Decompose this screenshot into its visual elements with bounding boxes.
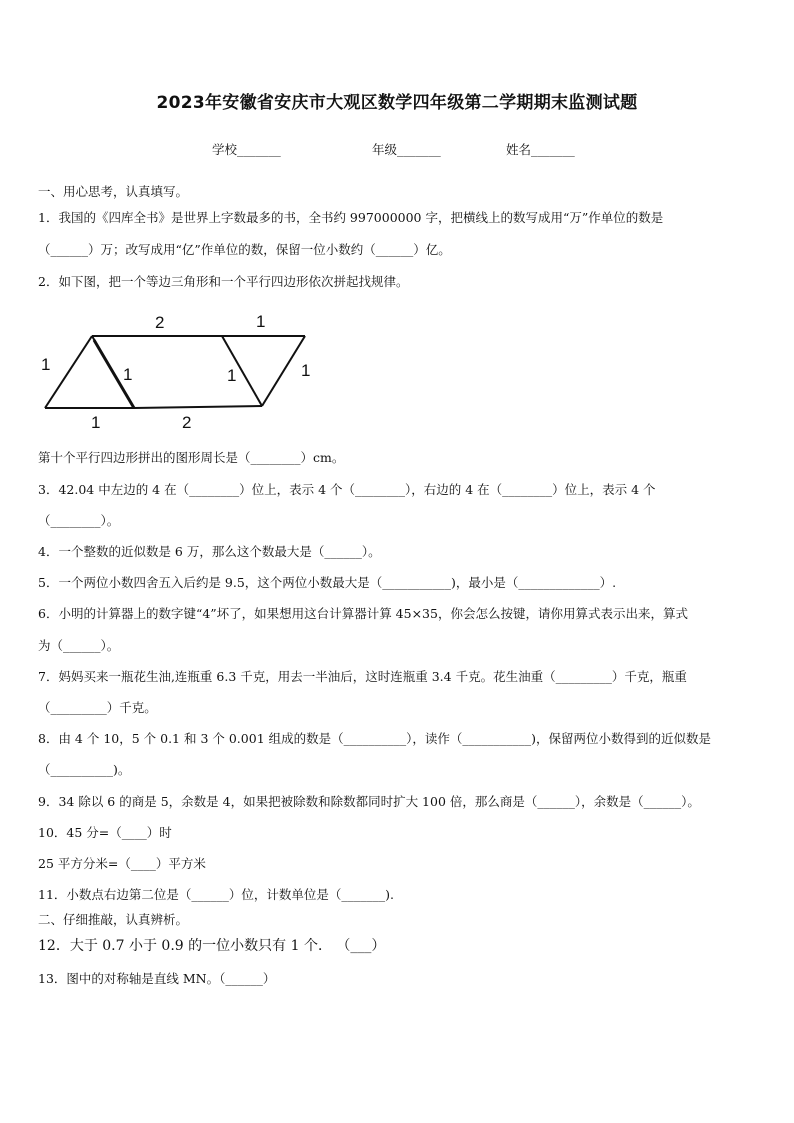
question-4: 4．一个整数的近似数是 6 万，那么这个数最大是（______）。	[38, 544, 381, 559]
page-title: 2023年安徽省安庆市大观区数学四年级第二学期期末监测试题	[156, 93, 638, 113]
figure-label-bottom-left: 1	[91, 413, 101, 432]
question-13: 13．图中的对称轴是直线 MN。（______）	[38, 971, 276, 986]
grade-field: 年级_______	[372, 142, 441, 157]
question-9: 9．34 除以 6 的商是 5，余数是 4，如果把被除数和除数都同时扩大 100 倍，那么商是（______），余数是（______）。	[38, 794, 700, 809]
question-6-line-1: 6．小明的计算器上的数字键“4”坏了，如果想用这台计算器计算 45×35，你会怎么按键，请你用算式表示出来，算式	[38, 606, 688, 621]
figure-label-middle-left: 1	[123, 365, 133, 384]
question-7-line-1: 7．妈妈买来一瓶花生油,连瓶重 6.3 千克，用去一半油后，这时连瓶重 3.4 千克。花生油重（_________）千克，瓶重	[38, 669, 687, 684]
question-5: 5．一个两位小数四舍五入后约是 9.5，这个两位小数最大是（___________)，最小是（_____________）.	[38, 575, 617, 590]
figure-label-left: 1	[41, 355, 51, 374]
name-field: 姓名_______	[506, 142, 575, 157]
question-3-line-2: （________）。	[38, 513, 120, 528]
question-8-line-1: 8．由 4 个 10，5 个 0.1 和 3 个 0.001 组成的数是（__________），读作（___________)，保留两位小数得到的近似数是	[38, 731, 711, 746]
school-field: 学校_______	[212, 142, 281, 157]
figure-label-middle-right: 1	[227, 366, 237, 385]
question-11: 11．小数点右边第二位是（______）位，计数单位是（_______).	[38, 887, 395, 902]
question-10-line-1: 10．45 分=（____）时	[38, 825, 172, 840]
section-2-heading: 二、仔细推敲，认真辨析。	[38, 912, 189, 927]
question-2-line-2: 第十个平行四边形拼出的图形周长是（________）cm。	[38, 450, 345, 465]
figure-label-bottom-middle: 2	[182, 413, 192, 432]
question-8-line-2: （__________)。	[38, 762, 131, 777]
question-1-line-1: 1．我国的《四库全书》是世界上字数最多的书，全书约 997000000 字，把横线上的数写成用“万”作单位的数是	[38, 210, 664, 225]
question-7-line-2: （_________）千克。	[38, 700, 157, 715]
question-1-line-2: （______）万；改写成用“亿”作单位的数，保留一位小数约（______）亿。	[38, 242, 451, 257]
figure-label-top-right: 1	[256, 312, 266, 331]
figure-label-right: 1	[301, 361, 311, 380]
question-6-line-2: 为（______）。	[38, 638, 120, 653]
question-3-line-1: 3．42.04 中左边的 4 在（________）位上，表示 4 个（________），右边的 4 在（________）位上，表示 4 个	[38, 482, 656, 497]
question-12: 12．大于 0.7 小于 0.9 的一位小数只有 1 个． （___）	[38, 938, 386, 954]
figure-label-top-middle: 2	[155, 313, 165, 332]
section-1-heading: 一、用心思考，认真填写。	[38, 184, 189, 199]
triangle-parallelogram-figure	[30, 300, 330, 440]
question-10-line-2: 25 平方分米=（____）平方米	[38, 856, 206, 871]
question-2-line-1: 2．如下图，把一个等边三角形和一个平行四边形依次拼起找规律。	[38, 274, 409, 289]
